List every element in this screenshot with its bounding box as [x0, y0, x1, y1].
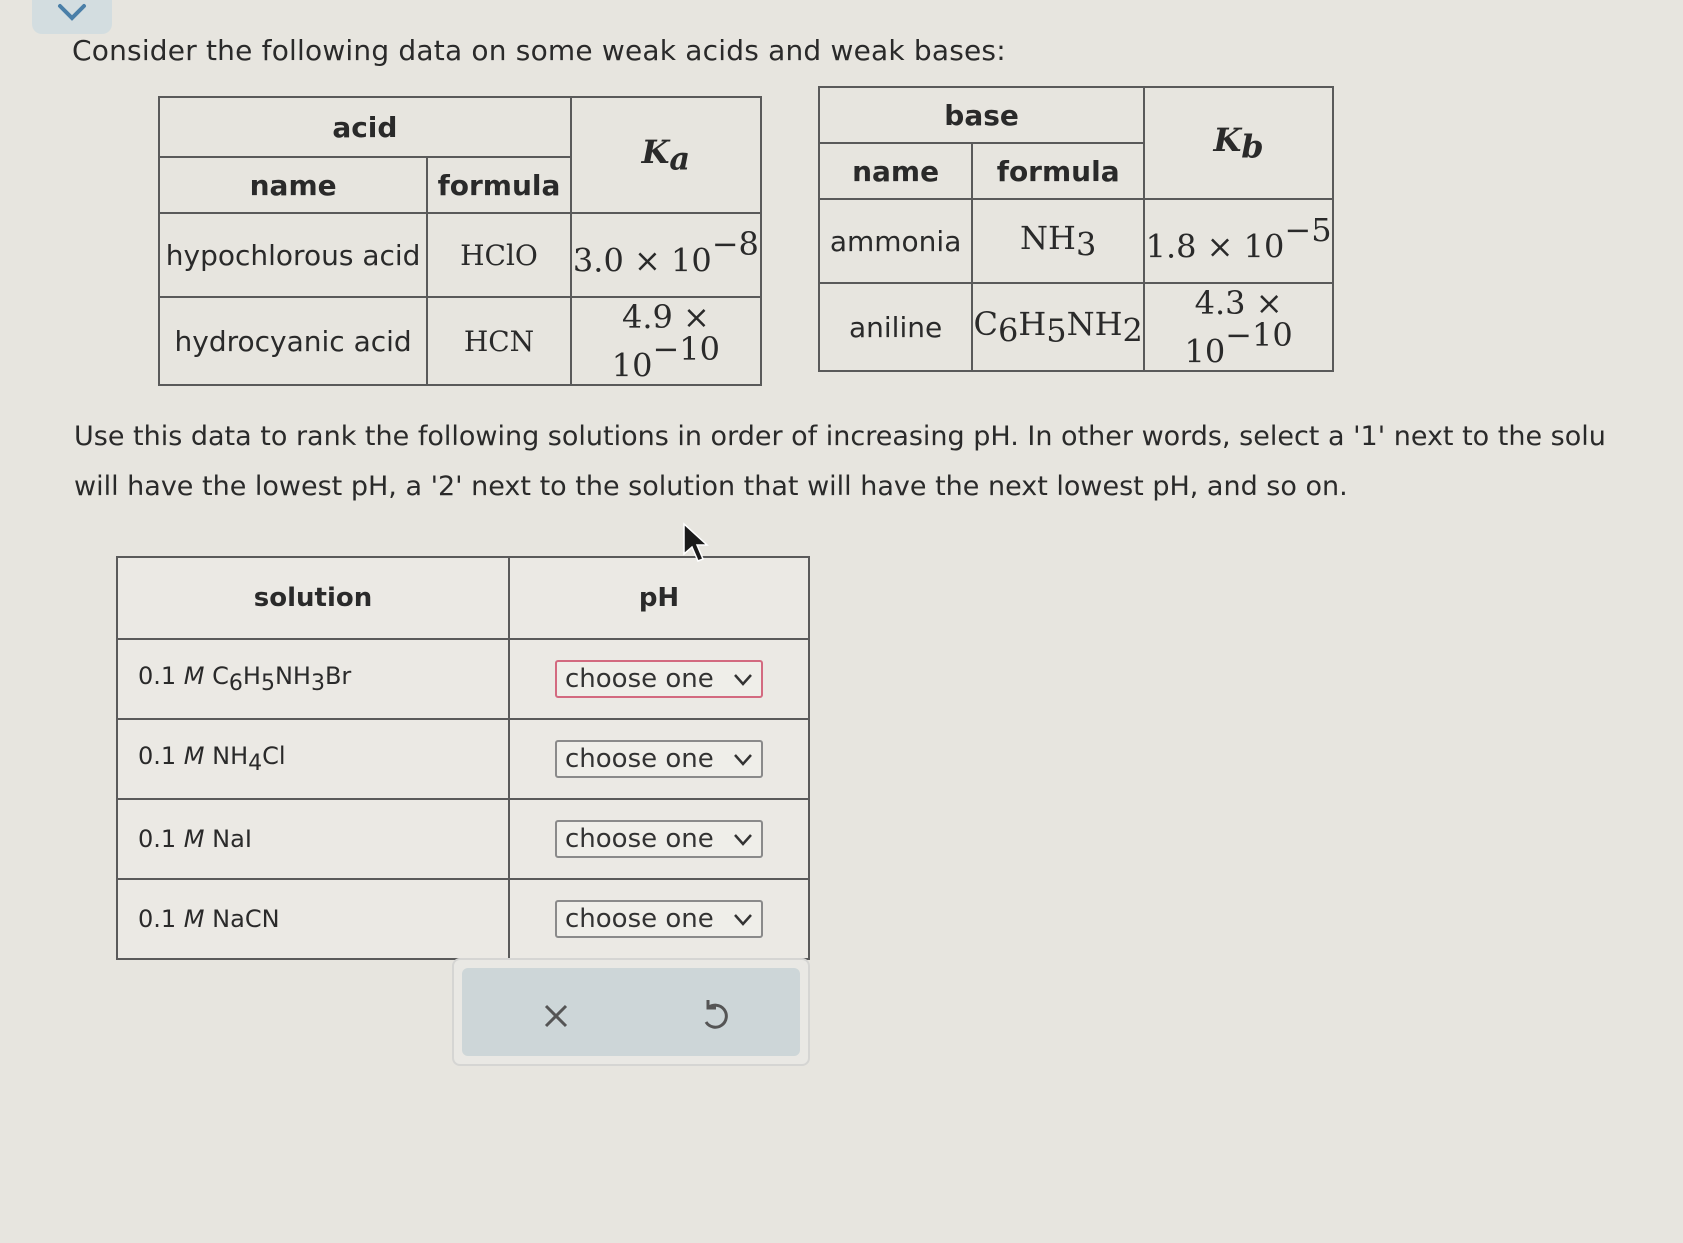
acid-row [159, 213, 761, 297]
acid-name: hydrocyanic acid [159, 297, 427, 385]
base-formula: $C_6H_5NH_2$ [972, 283, 1144, 371]
base-formula: $NH_3$ [972, 199, 1144, 283]
acid-ka: $4.9 \times 10^{-10}$ [571, 297, 761, 385]
solution-row [117, 639, 809, 719]
solution-row [117, 719, 809, 799]
instructions-line-2: will have the lowest pH, a '2' next to the solution that will have the next lowest pH, and so on. [74, 471, 1348, 502]
base-formula-header: formula [972, 143, 1144, 199]
acid-formula: HClO [427, 213, 571, 297]
clear-button[interactable] [536, 996, 576, 1036]
base-name: aniline [819, 283, 972, 371]
solution-row [117, 879, 809, 959]
acid-row [159, 297, 761, 385]
base-kb: $4.3 \times 10^{-10}$ [1144, 283, 1333, 371]
kb-header: $K_b$ [1144, 87, 1333, 199]
ph-header: pH [509, 557, 809, 639]
answer-toolbar [452, 958, 810, 1066]
collapse-toggle[interactable] [32, 0, 112, 34]
chevron-down-icon [733, 753, 753, 767]
solution-label: 0.1 M $NH_4Cl$ [117, 719, 509, 799]
intro-text: Consider the following data on some weak acids and weak bases: [72, 34, 1006, 67]
ph-rank-select[interactable]: choose one [555, 660, 763, 698]
ph-rank-select[interactable]: choose one [555, 740, 763, 778]
base-table [818, 86, 1334, 372]
ranking-table [116, 556, 810, 960]
acid-formula: HCN [427, 297, 571, 385]
toolbar-panel [462, 968, 800, 1056]
acid-name: hypochlorous acid [159, 213, 427, 297]
chevron-down-icon [733, 833, 753, 847]
chevron-down-icon [733, 673, 753, 687]
instructions [74, 412, 1674, 512]
solution-label: 0.1 M NaCN [117, 879, 509, 959]
solution-row [117, 799, 809, 879]
undo-icon [694, 996, 734, 1036]
mouse-cursor-icon [682, 522, 710, 564]
acid-formula-header: formula [427, 157, 571, 213]
ka-header: $K_a$ [571, 97, 761, 213]
chevron-down-icon [56, 2, 88, 24]
base-kb: $1.8 \times 10^{-5}$ [1144, 199, 1333, 283]
chevron-down-icon [733, 913, 753, 927]
undo-button[interactable] [694, 996, 734, 1036]
solution-header: solution [117, 557, 509, 639]
base-name-header: name [819, 143, 972, 199]
acid-name-header: name [159, 157, 427, 213]
base-row [819, 283, 1333, 371]
ph-rank-select[interactable]: choose one [555, 820, 763, 858]
acid-table [158, 96, 762, 386]
instructions-line-1: Use this data to rank the following solutions in order of increasing pH. In other words, select a '1' next to the solu [74, 421, 1606, 452]
acid-group-header: acid [159, 97, 571, 157]
base-row [819, 199, 1333, 283]
base-group-header: base [819, 87, 1144, 143]
ph-rank-select[interactable]: choose one [555, 900, 763, 938]
acid-ka: $3.0 \times 10^{-8}$ [571, 213, 761, 297]
base-name: ammonia [819, 199, 972, 283]
x-icon [536, 996, 576, 1036]
solution-label: 0.1 M $C_6H_5NH_3Br$ [117, 639, 509, 719]
solution-label: 0.1 M NaI [117, 799, 509, 879]
